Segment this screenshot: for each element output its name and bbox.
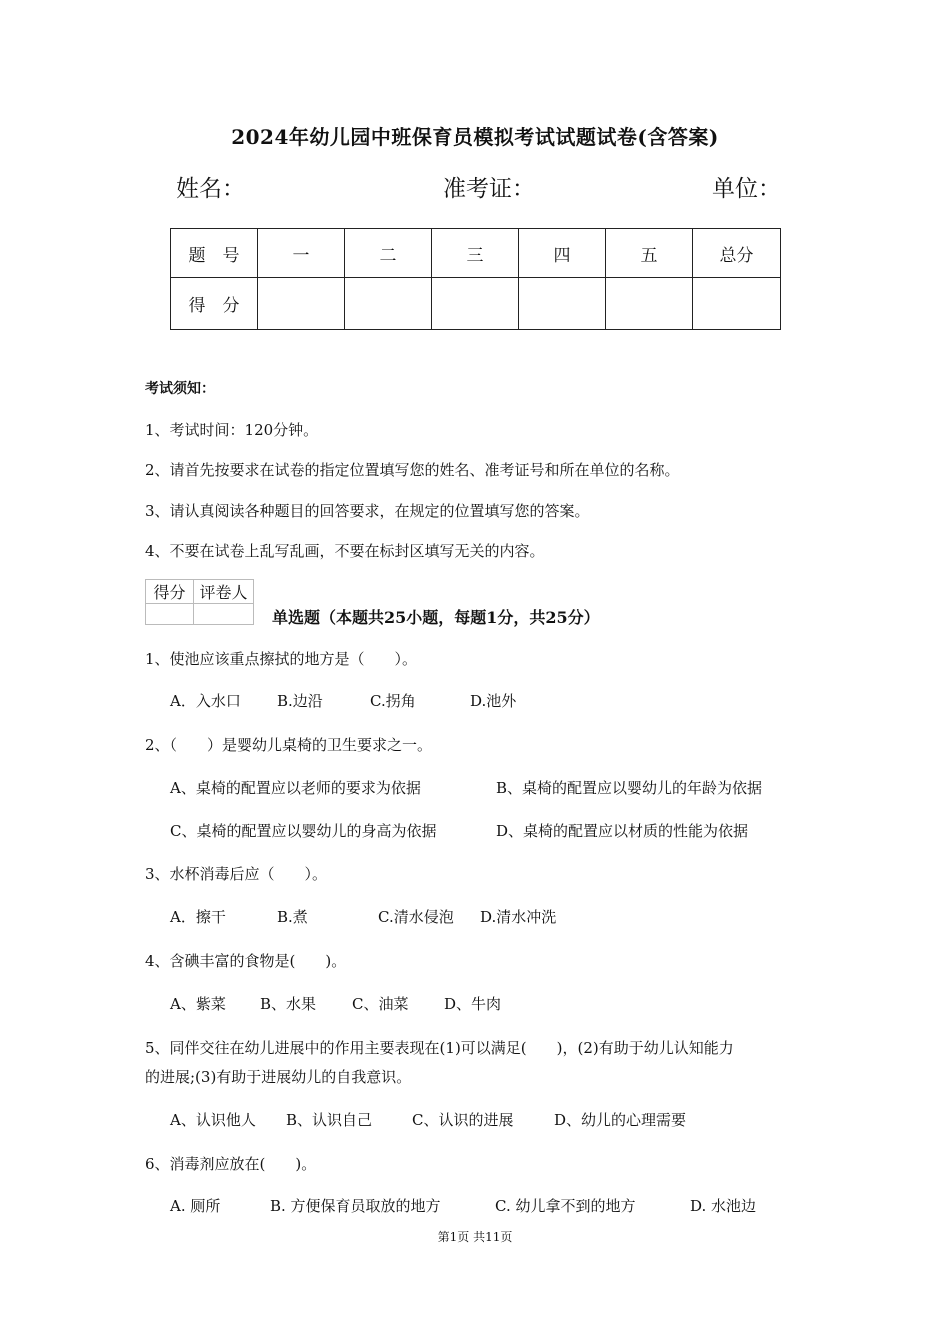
question-stem: 4、含碘丰富的食物是( )。 xyxy=(145,952,347,970)
notice-item: 1、考试时间：120分钟。 xyxy=(145,421,319,439)
question-stem: 5、同伴交往在幼儿进展中的作用主要表现在(1)可以满足( )，(2)有助于幼儿认知能力 xyxy=(145,1039,734,1057)
question-option: C、桌椅的配置应以婴幼儿的身高为依据 xyxy=(170,822,437,840)
question-option: C. 幼儿拿不到的地方 xyxy=(495,1197,636,1215)
question-option: D、幼儿的心理需要 xyxy=(554,1111,687,1129)
question-option: B、水果 xyxy=(260,995,317,1013)
score-header-cell: 四 xyxy=(519,229,606,278)
notice-heading: 考试须知： xyxy=(145,381,215,397)
question-stem: 3、水杯消毒后应（ ）。 xyxy=(145,865,328,883)
question-option: B.边沿 xyxy=(277,692,323,710)
score-table-score-row xyxy=(171,278,781,330)
section-title: 单选题（本题共25小题，每题1分，共25分） xyxy=(272,608,600,627)
question-stem: 6、消毒剂应放在( )。 xyxy=(145,1155,317,1173)
score-cell xyxy=(519,278,606,330)
question-option: B. 方便保育员取放的地方 xyxy=(270,1197,441,1215)
exam-id-label: 准考证： xyxy=(443,176,535,202)
name-label: 姓名： xyxy=(176,176,245,202)
question-option: C、认识的进展 xyxy=(412,1111,514,1129)
question-option: A．擦干 xyxy=(170,908,226,926)
question-option: A. 厕所 xyxy=(170,1197,221,1215)
score-header-cell: 题 号 xyxy=(171,229,258,278)
grader-score-label: 得分 xyxy=(146,580,194,604)
question-stem: 1、使池应该重点擦拭的地方是（ ）。 xyxy=(145,650,418,668)
question-stem: 2、（ ）是婴幼儿桌椅的卫生要求之一。 xyxy=(145,736,433,754)
score-header-cell: 总分 xyxy=(693,229,781,278)
question-option: D. 水池边 xyxy=(690,1197,757,1215)
question-option: D、桌椅的配置应以材质的性能为依据 xyxy=(496,822,749,840)
score-header-cell: 三 xyxy=(432,229,519,278)
question-option: C.拐角 xyxy=(370,692,416,710)
score-cell xyxy=(345,278,432,330)
page-footer: 第1页 共11页 xyxy=(437,1230,513,1244)
score-header-cell: 一 xyxy=(258,229,345,278)
notice-item: 4、不要在试卷上乱写乱画，不要在标封区填写无关的内容。 xyxy=(145,542,545,560)
question-option: D.清水冲洗 xyxy=(480,908,557,926)
notice-item: 3、请认真阅读各种题目的回答要求，在规定的位置填写您的答案。 xyxy=(145,502,590,520)
notice-item: 2、请首先按要求在试卷的指定位置填写您的姓名、准考证号和所在单位的名称。 xyxy=(145,461,680,479)
question-option: D.池外 xyxy=(470,692,517,710)
question-stem-continued: 的进展;(3)有助于进展幼儿的自我意识。 xyxy=(145,1068,412,1086)
question-option: A、桌椅的配置应以老师的要求为依据 xyxy=(170,779,421,797)
question-option: D、牛肉 xyxy=(444,995,502,1013)
question-option: B、桌椅的配置应以婴幼儿的年龄为依据 xyxy=(496,779,763,797)
score-cell xyxy=(606,278,693,330)
grader-score-cell xyxy=(146,604,194,625)
grader-name-cell xyxy=(194,604,254,625)
score-cell xyxy=(258,278,345,330)
unit-label: 单位： xyxy=(712,176,781,202)
question-option: B、认识自己 xyxy=(286,1111,373,1129)
score-header-cell: 五 xyxy=(606,229,693,278)
score-row-label: 得 分 xyxy=(171,278,258,330)
question-option: B.煮 xyxy=(277,908,308,926)
score-table-header-row xyxy=(171,229,781,278)
grader-name-label: 评卷人 xyxy=(194,580,254,604)
question-option: C.清水侵泡 xyxy=(378,908,454,926)
score-table xyxy=(170,228,781,330)
page-title: 2024年幼儿园中班保育员模拟考试试题试卷(含答案) xyxy=(231,125,719,149)
question-option: A、认识他人 xyxy=(170,1111,256,1129)
question-option: A、紫菜 xyxy=(170,995,226,1013)
score-cell xyxy=(693,278,781,330)
score-cell xyxy=(432,278,519,330)
grader-box xyxy=(145,579,254,625)
question-option: C、油菜 xyxy=(352,995,409,1013)
question-option: A．入水口 xyxy=(170,692,241,710)
score-header-cell: 二 xyxy=(345,229,432,278)
candidate-info-row xyxy=(0,170,950,204)
